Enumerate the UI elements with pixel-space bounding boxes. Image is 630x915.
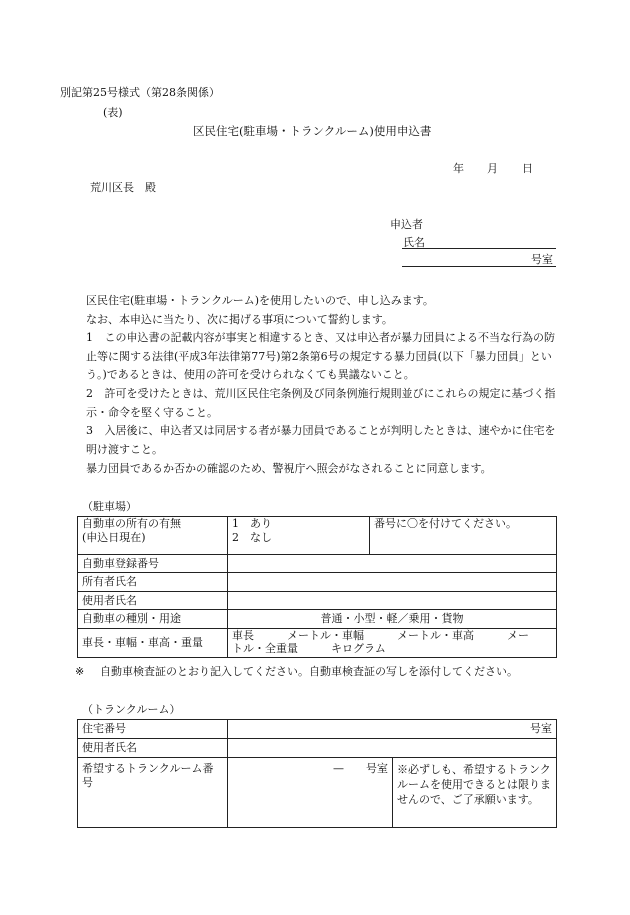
owner-label-line1: 自動車の所有の有無 — [82, 517, 181, 530]
date-day: 日 — [522, 162, 533, 175]
addressee: 荒川区長 殿 — [90, 181, 156, 194]
date-year: 年 — [453, 162, 464, 175]
option-yes: 1 あり — [232, 517, 272, 530]
applicant-room-line[interactable] — [402, 266, 556, 267]
trunk-section-label: （トランクルーム） — [82, 703, 181, 716]
trunk-wish-label: 希望するトランクルーム番号 — [78, 758, 228, 828]
pledge-item-number: 3 — [86, 424, 93, 437]
pledge-item-2 — [86, 385, 556, 422]
applicant-name-line[interactable] — [402, 248, 556, 249]
registration-field[interactable] — [228, 555, 557, 573]
pledge-item-text: 許可を受けたときは、荒川区民住宅条例及び同条例施行規則並びにこれらの規定に基づく指示・命令を堅く守ること。 — [86, 387, 556, 419]
registration-label: 自動車登録番号 — [78, 555, 228, 573]
pledge-item-text: 入居後に、申込者又は同居する者が暴力団員であることが判明したときは、速やかに住宅を明け渡すこと。 — [86, 424, 556, 456]
consent-text: 暴力団員であるか否かの確認のため、警視庁へ照会がなされることに同意します。 — [86, 462, 492, 475]
dimensions-label: 車長・車幅・車高・重量 — [78, 629, 228, 658]
owner-label — [78, 517, 228, 555]
vehicle-type-label: 自動車の種別・用途 — [78, 610, 228, 629]
option-no: 2 なし — [232, 531, 272, 544]
pledge-item-text: この申込書の記載内容が事実と相違するとき、又は申込者が暴力団員による不当な行為の防止等に関する法律(平成3年法律第77号)第2条第6号の規定する暴力団員(以下「暴力団員」という。)であるときは、使用の許可を受けられなくても異議ないこと。 — [86, 331, 556, 381]
house-number-label: 住宅番号 — [78, 720, 228, 739]
form-side: (表) — [103, 106, 123, 119]
intro-text: 区民住宅(駐車場・トランクルーム)を使用したいので、申し込みます。 — [86, 294, 434, 307]
parking-note-mark: ※ — [75, 665, 85, 678]
date-month: 月 — [487, 162, 498, 175]
trunk-user-label: 使用者氏名 — [78, 739, 228, 758]
dimensions-line-2: トル・全重量 キログラム — [232, 642, 386, 655]
parking-table — [77, 516, 557, 658]
parking-note: 自動車検査証のとおり記入してください。自動車検査証の写しを添付してください。 — [100, 665, 518, 678]
parking-section-label: （駐車場） — [82, 500, 137, 513]
trunk-table — [77, 719, 557, 828]
owner-options[interactable] — [228, 517, 370, 555]
form-number: 別記第25号様式（第28条関係） — [60, 86, 220, 99]
owner-name-field[interactable] — [228, 573, 557, 592]
house-number-field[interactable]: 号室 — [228, 720, 557, 739]
circle-note: 番号に〇を付けてください。 — [370, 517, 557, 555]
user-name-label: 使用者氏名 — [78, 592, 228, 610]
trunk-wish-note: ※必ずしも、希望するトランクルームを使用できるとは限りませんので、ご了承願います。 — [393, 758, 557, 828]
pledge-item-number: 2 — [86, 387, 93, 400]
vehicle-type-options[interactable]: 普通・小型・軽／乗用・貨物 — [228, 610, 557, 629]
pledge-item-1 — [86, 329, 556, 385]
applicant-label: 申込者 — [390, 218, 423, 231]
owner-label-line2: (申込日現在) — [82, 531, 146, 544]
applicant-room-label: 号室 — [531, 253, 553, 266]
trunk-wish-field[interactable]: — 号室 — [228, 758, 393, 828]
dimensions-field[interactable] — [228, 629, 557, 658]
dimensions-line-1: 車長 メートル・車幅 メートル・車高 メー — [232, 629, 529, 642]
page-title: 区民住宅(駐車場・トランクルーム)使用申込書 — [193, 124, 432, 138]
owner-name-label: 所有者氏名 — [78, 573, 228, 592]
user-name-field[interactable] — [228, 592, 557, 610]
pledge-text: なお、本申込に当たり、次に掲げる事項について誓約します。 — [86, 313, 393, 326]
pledge-item-number: 1 — [86, 331, 93, 344]
pledge-item-3 — [86, 422, 556, 459]
trunk-user-field[interactable] — [228, 739, 557, 758]
applicant-name-label: 氏名 — [403, 236, 425, 249]
